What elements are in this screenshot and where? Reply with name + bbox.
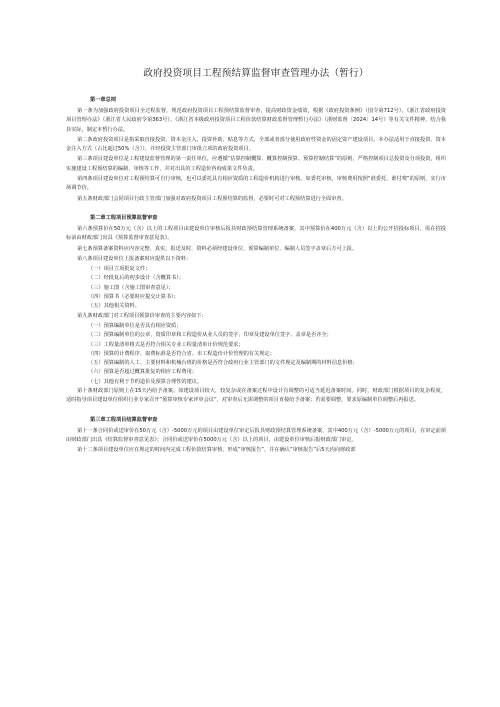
list-item: （四）预算书（必要时应提交计算书）； [88, 294, 179, 301]
article-7: 第七条预算备案资料应内容完整、真实，报送及时，资料必须经建设单位、预算编制单位、编制人员签字盖章后方可上报。 [77, 245, 358, 252]
article-8: 第八条项目建设单位上报备案时应提供以下资料： [77, 255, 192, 262]
article-9: 第九条财政部门对工程项目预算价审查的主要内容如下： [77, 312, 207, 319]
article-11: 第十一条合同价或送审价在50万元（含）-5000万元的项目由建设单位审定后报县财政预结算管理系统备案，其中400万元（含）-5000万元的项目，在审定前须由财政部门出具《结算监督审查意见表》；合同价或送审价在5000万元（含）以上的项目，由建设单位审核后报财政部门审定。 [66, 427, 446, 443]
list-item: （七）其他有利于节约造价及预算合理性的建议。 [88, 378, 203, 385]
chapter-2 [66, 214, 446, 406]
article-6: 第六条预算价在50万元（含）以上的工程项目由建设单位审核后报县财政预结算管理系统备案，其中预算价在400万元（含）以上的公开招投标项目，需在招投标前由财政部门出具《预算监督审查意见表》。 [66, 225, 446, 242]
list-item: （一）预算编制单位是否具有相应资质； [88, 322, 182, 329]
article-10: 第十条财政部门原则上在15天内给予备案。如建设项目较大，较复杂或在备案过程中设计有调整的可适当延迟备案时间。同时，财政部门根据项目的复杂程度，适时指导项目建设单位组织行业专家召开“预算审核专家评审会议”，对审查后无需调整的项目直接给予备案；若需要调整，要求原编制单位调整后再报送。 [66, 388, 446, 404]
document-title: 政府投资项目工程预结算监督审查管理办法（暂行） [143, 68, 369, 79]
article-2: 第二条政府投资项目是指采取直接投资、资本金注入、投资补助、贴息等方式，全部或者部分使用政府性资金的固定资产建设项目。本办法适用于直接投资、资本金注入方式（占比超过50%（含）），并经投资主管部门审批立项的政府投资项目。 [66, 136, 446, 153]
list-item: （五）其他相关资料。 [88, 303, 140, 310]
list-item: （一）项目立项批复文件； [88, 266, 151, 273]
article-4: 第四条项目建设单位对工程预结算可自行审核，也可以委托具有相应资质的工程造价机构进行审核。如委托审核，审核费用按照“谁委托、谁付费”的原则，实行市场调节价。 [66, 176, 446, 192]
list-item: （二）经批复后的初步设计（含概算书）； [88, 275, 184, 282]
chapter-heading: 第二章工程项目预算监督审查 [90, 214, 158, 221]
list-item: （五）预算编制的人工、主要材料和机械台班的价格是否符合政府行业主管部门的文件规定及编制期的材料信息价格； [88, 360, 358, 367]
article-12: 第十二条项目建设单位应在规定的时间内完成工程价款结算审核，形成“审核报告”，并在确认“审核报告”后5天内向财政部 [77, 447, 356, 454]
article-3: 第三条项目建设单位是工程建设监督管理的第一责任单位，应遵循“估算控制概算、概算控制预算、预算控制结算”的原则，严格控制项目总投资及分项投资，组织实施建设工程预结算的编制、审核等工作，并对出具的工程造价咨询成果文件负责。 [66, 156, 446, 172]
article-5: 第五条财政部门会同项目行政主管部门加强对政府投资项目工程预结算的监督，必要时可对工程预结算进行全面审查。 [77, 195, 347, 202]
chapter-3 [66, 416, 446, 456]
list-item: （三）施工图（含施工图审查意见）； [88, 284, 174, 291]
list-item: （四）预算的计费程序、取费标准是否符合省、市工程造价计价管理的有关规定； [88, 350, 275, 357]
list-item: （六）预算是否超过概算批复的相应工程费用； [88, 369, 197, 376]
chapter-heading: 第一章总则 [90, 97, 116, 103]
list-item: （三）工程量清单格式是否符合相关专业工程量清单计价规范要求； [88, 341, 244, 348]
list-item: （二）预算编制单位的公章、资质印章和工程造价从业人员的签字、印章及建设单位签字、盖章是否齐全； [88, 332, 332, 339]
chapter-1 [66, 96, 446, 204]
article-1: 第一条为加强政府投资项目全过程监督，规范政府投资项目工程预结算监督审查，提高财政资金绩效，根据《政府投资条例》（国令第712号）、《浙江省政府投资项目管理办法》（浙江省人民政府令第363号）、《浙江省本级政府投资项目工程价款结算财政监督管理暂行办法》（浙财监督〔2024〕14号）等有关文件精神，结合我县实际，制定本暂行办法。 [66, 108, 446, 133]
chapter-heading: 第三章工程项目结算监督审查 [90, 416, 158, 423]
